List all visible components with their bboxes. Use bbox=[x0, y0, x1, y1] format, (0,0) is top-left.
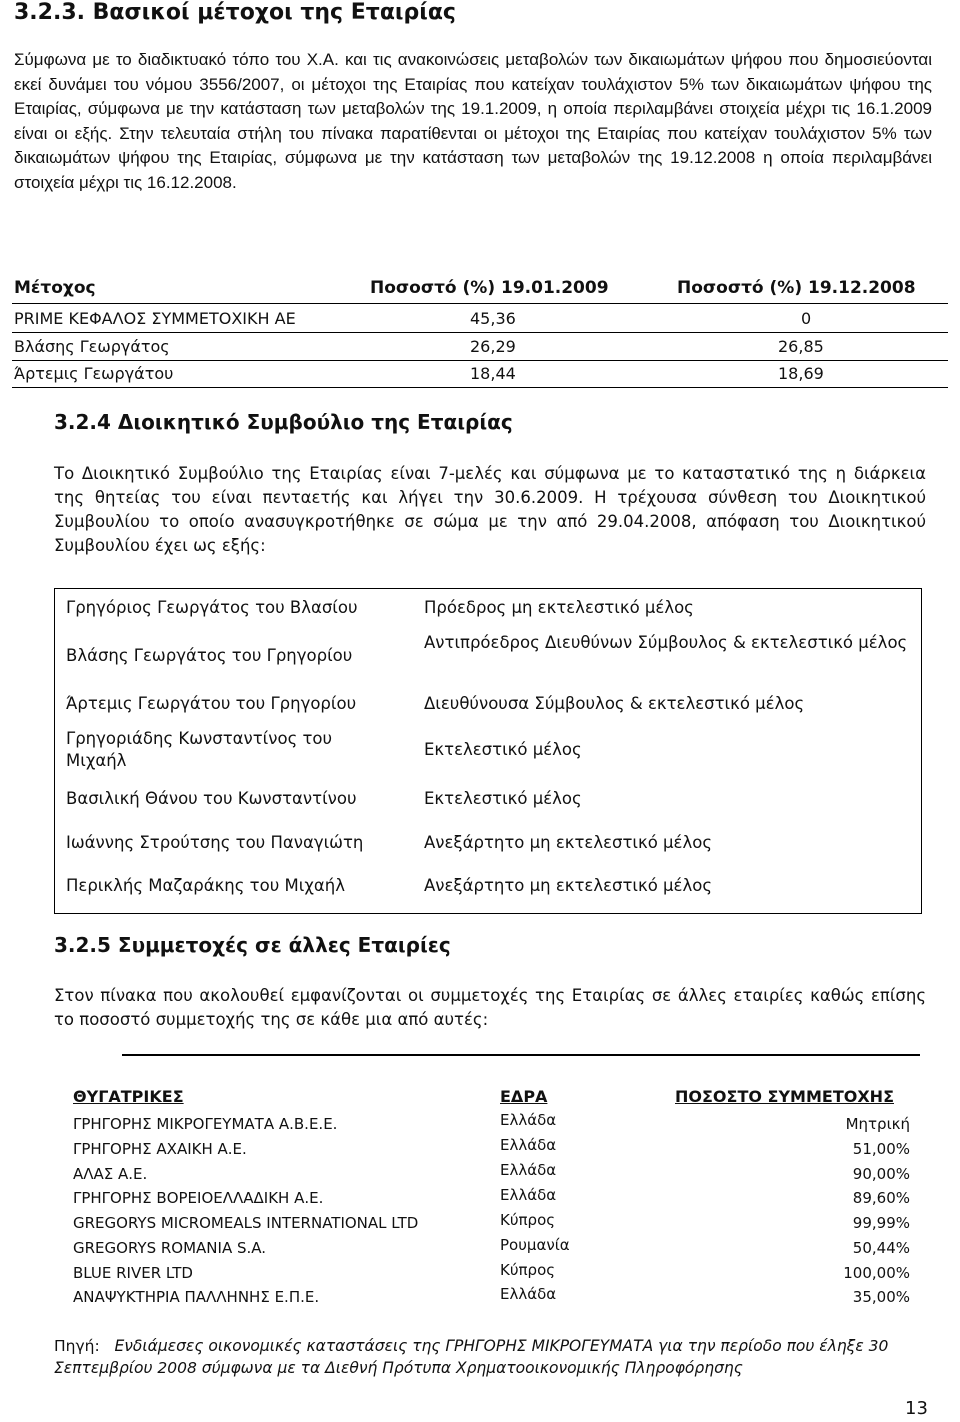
col-header-participation-pct: ΠΟΣΟΣΤΟ ΣΥΜΜΕΤΟΧΗΣ bbox=[675, 1087, 894, 1106]
subsidiary-name: GREGORYS MICROMEALS INTERNATIONAL LTD bbox=[73, 1214, 419, 1232]
page-number: 13 bbox=[905, 1398, 928, 1419]
shareholder-pct-2009: 26,29 bbox=[470, 337, 516, 356]
board-member-role: Αντιπρόεδρος Διευθύνων Σύμβουλος & εκτελεστικό μέλος bbox=[424, 633, 908, 652]
separator-line bbox=[122, 1054, 920, 1056]
subsidiary-seat: Ελλάδα bbox=[500, 1136, 557, 1154]
source-footnote bbox=[54, 1335, 934, 1379]
subsidiary-seat: Ελλάδα bbox=[500, 1186, 557, 1204]
subsidiary-name: ΓΡΗΓΟΡΗΣ ΑΧΑΙΚΗ Α.Ε. bbox=[73, 1140, 247, 1158]
col-header-seat: ΕΔΡΑ bbox=[500, 1087, 548, 1106]
shareholder-pct-2009: 45,36 bbox=[470, 309, 516, 328]
subsidiary-seat: Ρουμανία bbox=[500, 1236, 570, 1254]
col-header-shareholder: Μέτοχος bbox=[14, 278, 96, 298]
shareholder-name: PRIME ΚΕΦΑΛΟΣ ΣΥΜΜΕΤΟΧΙΚΗ ΑΕ bbox=[14, 309, 296, 328]
table-divider bbox=[12, 387, 948, 388]
source-label: Πηγή: bbox=[54, 1337, 100, 1355]
shareholder-pct-2009: 18,44 bbox=[470, 364, 516, 383]
col-header-pct-2008: Ποσοστό (%) 19.12.2008 bbox=[677, 278, 916, 298]
subsidiary-name: GREGORYS ROMANIA S.A. bbox=[73, 1239, 267, 1257]
col-header-pct-2009: Ποσοστό (%) 19.01.2009 bbox=[370, 278, 609, 298]
shareholder-pct-2008: 0 bbox=[801, 309, 812, 328]
board-member-role: Πρόεδρος μη εκτελεστικό μέλος bbox=[424, 598, 694, 617]
board-paragraph: Το Διοικητικό Συμβούλιο της Εταιρίας είναι 7-μελές και σύμφωνα με το καταστατικό της η διάρκεια της θητείας του είναι πενταετής και λήγει την 30.6.2009. Η τρέχουσα σύνθεση του Διοικητικού Συμβουλίου το οποίο ανασυγκροτήθηκε σε σώμα με την από 29.04.2008, απόφαση του Διοικητικού Συμβουλίου έχει ως εξής: bbox=[54, 464, 926, 555]
subsidiary-seat: Ελλάδα bbox=[500, 1111, 557, 1129]
shareholder-pct-2008: 18,69 bbox=[778, 364, 824, 383]
section-heading-board: 3.2.4 Διοικητικό Συμβούλιο της Εταιρίας bbox=[54, 410, 513, 434]
board-member-role: Ανεξάρτητο μη εκτελεστικό μέλος bbox=[424, 833, 713, 852]
subsidiary-pct: Μητρική bbox=[845, 1115, 910, 1133]
shareholder-pct-2008: 26,85 bbox=[778, 337, 824, 356]
board-member-name: Άρτεμις Γεωργάτου του Γρηγορίου bbox=[66, 694, 357, 713]
subsidiary-pct: 90,00% bbox=[852, 1165, 910, 1183]
board-member-name: Ιωάννης Στρούτσης του Παναγιώτη bbox=[66, 833, 364, 852]
subsidiary-name: ΑΝΑΨΥΚΤΗΡΙΑ ΠΑΛΛΗΝΗΣ Ε.Π.Ε. bbox=[73, 1288, 320, 1306]
board-member-role: Διευθύνουσα Σύμβουλος & εκτελεστικό μέλος bbox=[424, 694, 805, 713]
board-member-name: Γρηγοριάδης Κωνσταντίνος του Μιχαήλ bbox=[66, 729, 333, 770]
subsidiary-name: ΓΡΗΓΟΡΗΣ ΒΟΡΕΙΟΕΛΛΑΔΙΚΗ Α.Ε. bbox=[73, 1189, 324, 1207]
subsidiary-name: ΓΡΗΓΟΡΗΣ ΜΙΚΡΟΓΕΥΜΑΤΑ Α.Β.Ε.Ε. bbox=[73, 1115, 338, 1133]
subsidiary-pct: 35,00% bbox=[852, 1288, 910, 1306]
table-divider bbox=[12, 360, 948, 361]
subsidiary-seat: Ελλάδα bbox=[500, 1161, 557, 1179]
col-header-subsidiaries: ΘΥΓΑΤΡΙΚΕΣ bbox=[73, 1087, 184, 1106]
shareholder-name: Άρτεμις Γεωργάτου bbox=[14, 364, 174, 383]
subsidiary-pct: 99,99% bbox=[852, 1214, 910, 1232]
subsidiary-seat: Ελλάδα bbox=[500, 1285, 557, 1303]
board-member-name: Βλάσης Γεωργάτος του Γρηγορίου bbox=[66, 646, 353, 665]
participations-paragraph: Στον πίνακα που ακολουθεί εμφανίζονται οι συμμετοχές της Εταιρίας σε άλλες εταιρίες καθώς επίσης το ποσοστό συμμετοχής της σε κάθε μια από αυτές: bbox=[54, 986, 926, 1029]
board-member-role: Εκτελεστικό μέλος bbox=[424, 789, 582, 808]
source-text: Ενδιάμεσες οικονομικές καταστάσεις της ΓΡΗΓΟΡΗΣ ΜΙΚΡΟΓΕΥΜΑΤΑ για την περίοδο που έληξε 30 Σεπτεμβρίου 2008 σύμφωνα με τα Διεθνή Πρότυπα Χρηματοοικονομικής Πληροφόρησης bbox=[54, 1337, 889, 1377]
subsidiary-pct: 89,60% bbox=[852, 1189, 910, 1207]
subsidiary-seat: Κύπρος bbox=[500, 1261, 556, 1279]
subsidiary-pct: 50,44% bbox=[852, 1239, 910, 1257]
section-heading-shareholders: 3.2.3. Βασικοί μέτοχοι της Εταιρίας bbox=[14, 0, 456, 25]
shareholders-paragraph: Σύμφωνα με το διαδικτυακό τόπο του Χ.Α. και τις ανακοινώσεις μεταβολών των δικαιωμάτων ψήφου που δημοσιεύονται εκεί δυνάμει του νόμου 3556/2007, οι μέτοχοι της Εταιρίας που κατείχαν τουλάχιστον 5% των δικαιωμάτων ψήφου της Εταιρίας, σύμφωνα με την κατάσταση των μεταβολών της 19.1.2009, η οποία περιλαμβάνει στοιχεία μέχρι τις 16.1.2009 είναι οι εξής. Στην τελευταία στήλη του πίνακα παρατίθενται οι μέτοχοι της Εταιρίας που κατείχαν τουλάχιστον 5% των δικαιωμάτων ψήφου της Εταιρίας, σύμφωνα με την κατάσταση των μεταβολών της 19.12.2008 η οποία περιλαμβάνει στοιχεία μέχρι τις 16.12.2008. bbox=[14, 50, 932, 192]
board-member-name: Βασιλική Θάνου του Κωνσταντίνου bbox=[66, 789, 357, 808]
table-divider bbox=[12, 332, 948, 333]
subsidiary-seat: Κύπρος bbox=[500, 1211, 556, 1229]
subsidiary-pct: 100,00% bbox=[843, 1264, 910, 1282]
subsidiary-name: ΑΛΑΣ Α.Ε. bbox=[73, 1165, 148, 1183]
board-member-name: Γρηγόριος Γεωργάτος του Βλασίου bbox=[66, 598, 358, 617]
table-divider bbox=[12, 303, 948, 304]
board-member-role: Εκτελεστικό μέλος bbox=[424, 740, 582, 759]
subsidiary-name: BLUE RIVER LTD bbox=[73, 1264, 193, 1282]
shareholder-name: Βλάσης Γεωργάτος bbox=[14, 337, 170, 356]
board-member-name: Περικλής Μαζαράκης του Μιχαήλ bbox=[66, 876, 345, 895]
board-member-role: Ανεξάρτητο μη εκτελεστικό μέλος bbox=[424, 876, 713, 895]
subsidiary-pct: 51,00% bbox=[852, 1140, 910, 1158]
section-heading-participations: 3.2.5 Συμμετοχές σε άλλες Εταιρίες bbox=[54, 933, 451, 957]
